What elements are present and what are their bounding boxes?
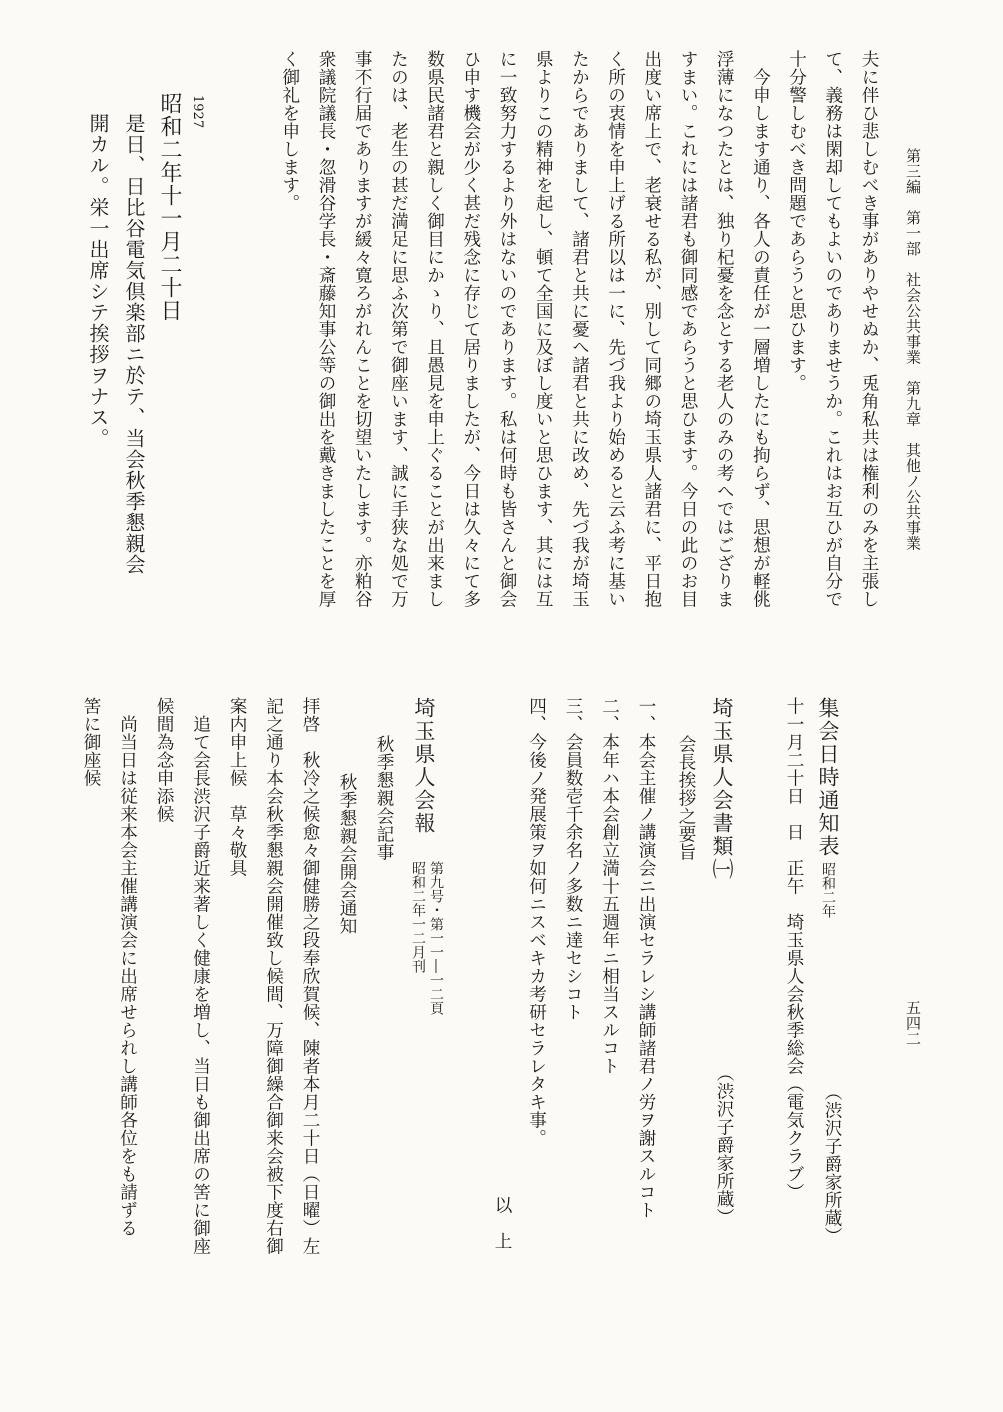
list-item: 四、今後ノ発展策ヲ如何ニスベキカ考研セラレタキ事。 — [526, 697, 547, 1147]
body-text-column: く御礼を申します。 — [279, 50, 300, 212]
source2-title: 埼玉県人会書類㈠ — [710, 697, 734, 881]
source2-owner: （渋沢子爵家所蔵） — [714, 1064, 734, 1226]
notice-text-line: 追て会長渋沢子爵近来著しく健康を増し、当日も御出席の筈に御座 — [190, 697, 211, 1255]
body-text-column: 出度い席上で、老衰せる私が、別して同郷の埼玉県人諸君に、平日抱 — [641, 50, 662, 608]
running-header: 第三編 第一部 社会公共事業 第九章 其他ノ公共事業 — [904, 148, 922, 551]
notice-text-line: 筈に御座候 — [81, 697, 101, 787]
body-text-column: 浮薄になつたとは、独り杞憂を念とする老人のみの考へではござりま — [714, 50, 735, 608]
source1-year: 昭和二年 — [820, 862, 836, 918]
entry-line-2: 開カル。栄一出席シテ挨拶ヲナス。 — [86, 113, 110, 449]
body-text-column: ひ申す機会が少く甚だ残念に存じて居りましたが、今日は久々にて多 — [460, 50, 481, 608]
list-item: 二、本年ハ本会創立満十五週年ニ相当スルコト — [599, 697, 620, 1075]
entry-line-1: 是日、日比谷電気倶楽部ニ於テ、当会秋季懇親会 — [122, 113, 146, 575]
body-text-column: 数県民諸君と親しく御目にかゝり、且愚見を申上ぐることが出来まし — [424, 50, 445, 608]
source1-title: 集会日時通知表 — [816, 697, 840, 858]
entry-date: 昭和二年十一月二十日 — [157, 92, 182, 322]
year-note: 1927 — [190, 95, 205, 129]
body-text-column: て、義務は閑却してもよいのでありませうか。これはお互ひが自分で — [822, 50, 843, 608]
source3-issue: 第九号・第一一―一二頁 — [428, 861, 444, 1015]
source3-article-title: 秋季懇親会記事 — [374, 735, 394, 861]
source3-issue-date: 昭和二年一二月刊 — [410, 861, 426, 973]
notice-text-line: 尚当日は従来本会主催講演会に出席せられし講師各位をも請ずる — [117, 697, 138, 1237]
list-item: 一、本会主催ノ講演会ニ出演セラレシ講師諸君ノ労ヲ謝スルコト — [636, 697, 656, 1219]
body-text-column: 今申します通り、各人の責任が一層増したにも拘らず、思想が軽佻 — [750, 50, 771, 608]
body-text-column: たのは、老生の甚だ満足に思ふ次第で御座います、誠に手狭な処で万 — [388, 50, 409, 608]
body-text-column: 衆議院議長・忽滑谷学長・斎藤知事公等の御出を戴きましたことを厚 — [316, 50, 336, 608]
list-item: 三、会員数壱千余名ノ多数ニ達セシコト — [563, 697, 583, 1021]
source2-subtitle: 会長挨拶之要旨 — [676, 735, 696, 861]
body-text-column: 事不行届でありますが緩々寛ろがれんことを切望いたします。亦粕谷 — [352, 50, 373, 608]
page-number: 五四二 — [904, 1000, 922, 1047]
notice-text-line: 拝啓 秋冷之候愈々御健勝之段奉欣賀候、陳者本月二十日（日曜）左 — [300, 697, 320, 1255]
source1-record: 十一月二十日 日 正午 埼玉県人会秋季総会（電気クラブ） — [784, 697, 804, 1201]
source2-closing: 以 上 — [492, 1196, 512, 1250]
notice-text-line: 案内申上候 草々敬具 — [227, 697, 247, 877]
notice-text-line: 候間為念申添候 — [154, 697, 174, 823]
body-text-column: く所の衷情を申上げる所以は一に、先づ我より始めると云ふ考に基い — [605, 50, 626, 608]
body-text-column: たからでありまして、諸君と共に憂へ諸君と共に改め、先づ我が埼玉 — [569, 50, 590, 608]
notice-text-line: 記之通り本会秋季懇親会開催致し候間、万障御繰合御来会被下度右御 — [263, 697, 284, 1255]
body-text-column: 夫に伴ひ悲しむべき事がありやせぬか、兎角私共は権利のみを主張し — [859, 50, 879, 608]
body-text-column: 県よりこの精神を起し、頓て全国に及ぼし度いと思ひます、其には互 — [533, 50, 554, 608]
body-text-column: すまい。これには諸君も御同感であらうと思ひます。今日の此のお目 — [678, 50, 698, 608]
source1-owner: （渋沢子爵家所蔵） — [822, 1083, 842, 1245]
body-text-column: に一致努力するより外はないのであります。私は何時も皆さんと御会 — [497, 50, 517, 608]
body-text-column: 十分警しむべき問題であらうと思ひます。 — [786, 50, 807, 392]
source3-title: 埼玉県人会報 — [412, 697, 436, 835]
source3-notice-title: 秋季懇親会開会通知 — [337, 773, 357, 935]
